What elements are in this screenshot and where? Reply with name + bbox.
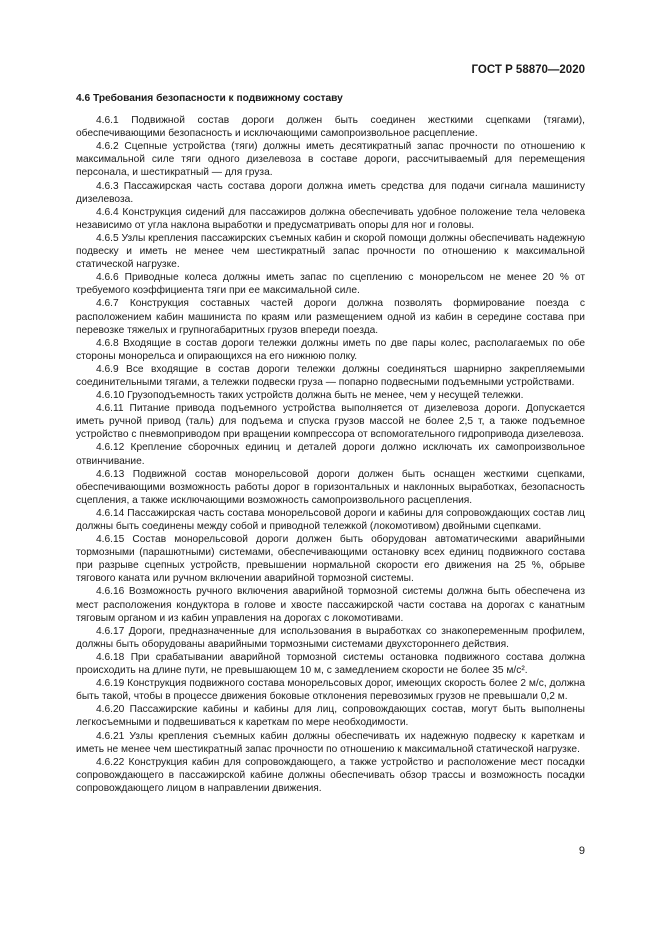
paragraph-4-6-14: 4.6.14 Пассажирская часть состава монорельсовой дороги и кабины для сопровождающих состав лиц должны быть соединены между собой и приводной тележкой (локомотивом) двойными сцепками. xyxy=(76,507,585,532)
section-heading: 4.6 Требования безопасности к подвижному составу xyxy=(76,93,343,104)
standard-number: ГОСТ Р 58870—2020 xyxy=(471,64,585,76)
document-body xyxy=(76,88,585,795)
paragraph-4-6-12: 4.6.12 Крепление сборочных единиц и деталей дороги должно исключать их самопроизвольное отвинчивание. xyxy=(76,442,585,467)
paragraph-4-6-5: 4.6.5 Узлы крепления пассажирских съемных кабин и скорой помощи должны обеспечивать надежную подвеску и иметь не менее чем шестикратный запас прочности по отношению к максимальной статической нагрузке. xyxy=(76,232,585,271)
paragraph-4-6-15: 4.6.15 Состав монорельсовой дороги должен быть оборудован автоматическими аварийными тормозными (парашютными) системами, обеспечивающими остановку всех единиц подвижного состава при разрыве сцепных устройств, превышении нормальной скорости его движения на 25 %, обрыве тягового каната или ручном включении аварийной тормозной системы. xyxy=(76,534,585,585)
paragraph-4-6-1: 4.6.1 Подвижной состав дороги должен быть соединен жесткими сцепками (тягами), обеспечивающими безопасность и исключающими самопроизвольное расцепление. xyxy=(76,115,585,140)
paragraph-4-6-8: 4.6.8 Входящие в состав дороги тележки должны иметь по две пары колес, располагаемых по обе стороны монорельса и опирающихся на его нижнюю полку. xyxy=(76,337,585,362)
paragraph-4-6-16: 4.6.16 Возможность ручного включения аварийной тормозной системы должна быть обеспечена из мест расположения кондуктора в голове и хвосте пассажирской части состава на дорогах с канатным тяговым органом и из кабин управления на дорогах с локомотивами. xyxy=(76,586,585,624)
paragraph-4-6-20: 4.6.20 Пассажирские кабины и кабины для лиц, сопровождающих состав, могут быть выполнены легкосъемными и подвешиваться к кареткам по мере необходимости. xyxy=(76,704,585,729)
paragraph-4-6-18: 4.6.18 При срабатывании аварийной тормозной системы остановка подвижного состава должна происходить на длине пути, не превышающем 10 м, с замедлением скорости не более 35 м/с². xyxy=(76,651,585,677)
paragraph-4-6-7: 4.6.7 Конструкция составных частей дороги должна позволять формирование поезда с расположением кабин машиниста по краям или размещением одной из кабин в середине состава при перевозке тяжелых и групногабаритных грузов впереди поезда. xyxy=(76,298,585,336)
paragraph-4-6-9: 4.6.9 Все входящие в состав дороги тележки должны соединяться шарнирно закрепляемыми соединительными тягами, а тележки подвески груза — попарно подвесными подъемными устройствами. xyxy=(76,363,585,388)
page-number: 9 xyxy=(578,845,585,857)
paragraph-4-6-17: 4.6.17 Дороги, предназначенные для использования в выработках со знакопеременным профилем, должны быть оборудованы аварийными тормозными системами двухстороннего действия. xyxy=(76,625,585,650)
paragraph-4-6-10: 4.6.10 Грузоподъемность таких устройств должна быть не менее, чем у несущей тележки. xyxy=(96,390,524,402)
paragraph-4-6-3: 4.6.3 Пассажирская часть состава дороги должна иметь средства для подачи сигнала машинисту дизелевоза. xyxy=(76,180,585,205)
paragraph-4-6-6: 4.6.6 Приводные колеса должны иметь запас по сцеплению с монорельсом не менее 20 % от требуемого коэффициента тяги при ее максимальной силе. xyxy=(76,272,585,297)
paragraph-4-6-21: 4.6.21 Узлы крепления съемных кабин должны обеспечивать их надежную подвеску к кареткам и иметь не менее чем шестикратный запас прочности по отношению к максимальной статической нагрузке. xyxy=(76,730,585,755)
paragraph-4-6-13: 4.6.13 Подвижной состав монорельсовой дороги должен быть оснащен жесткими сцепками, обеспечивающими возможность работы дорог в горизонтальных и наклонных выработках, безопасность сцепления, а также исключающими возможность самопроизвольного расцепления. xyxy=(76,468,585,506)
paragraph-4-6-2: 4.6.2 Сцепные устройства (тяги) должны иметь десятикратный запас прочности по отношению к максимальной силе тяги одного дизелевоза в составе дороги, рассчитываемый для перемещения персонала, и шестикратный — для груза. xyxy=(76,141,585,179)
paragraph-4-6-19: 4.6.19 Конструкция подвижного состава монорельсовых дорог, имеющих скорость более 2 м/с, должна быть такой, чтобы в процессе движения боковые отклонения перевозимых грузов не превышали 0,2 м. xyxy=(76,678,585,703)
paragraph-4-6-22: 4.6.22 Конструкция кабин для сопровождающего, а также устройство и расположение мест посадки сопровождающего в пассажирской кабине должны обеспечивать обзор трассы и возможность посадки сопровождающего лицом в направлении движения. xyxy=(76,756,585,794)
paragraph-4-6-4: 4.6.4 Конструкция сидений для пассажиров должна обеспечивать удобное положение тела человека независимо от угла наклона выработки и предусматривать опоры для ног и головы. xyxy=(76,206,585,231)
paragraph-4-6-11: 4.6.11 Питание привода подъемного устройства выполняется от дизелевоза дороги. Допускается иметь ручной привод (таль) для подъема и спуска грузов массой не более 2,5 т, а также подъемное устройство с пневмоприводом при вращении компрессора от вспомогательного гидропривода дизелевоза. xyxy=(76,403,585,441)
